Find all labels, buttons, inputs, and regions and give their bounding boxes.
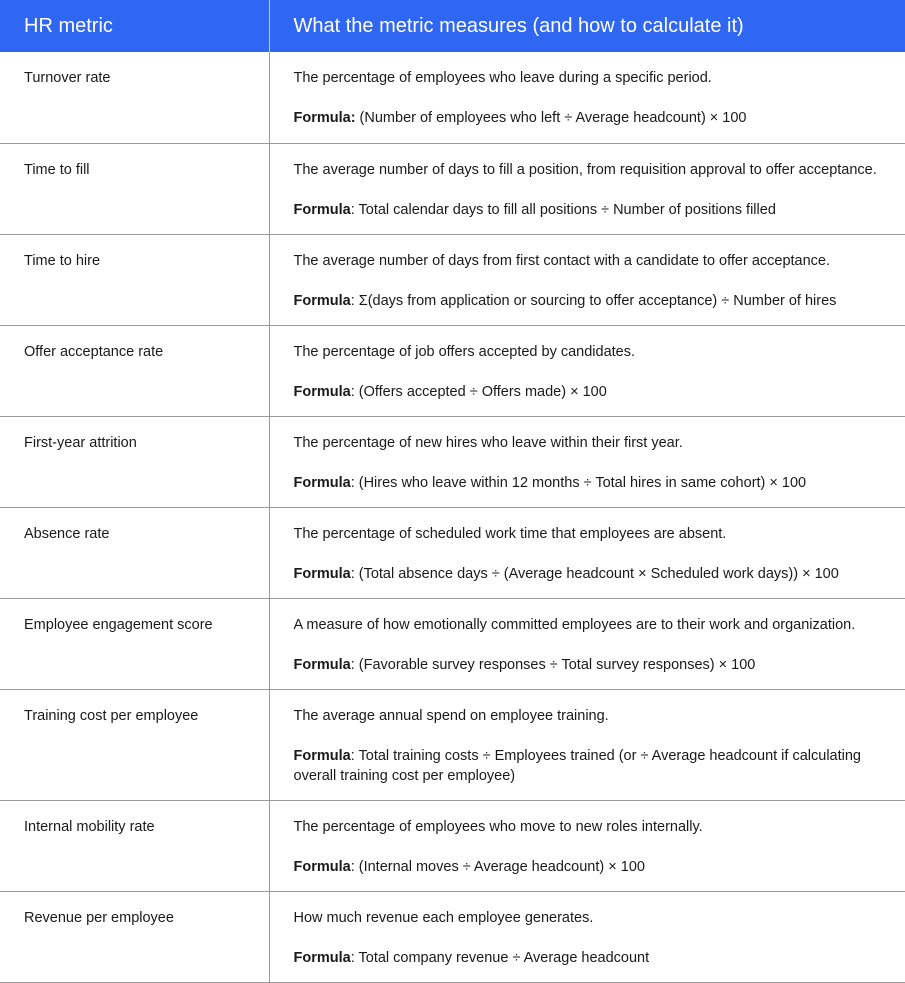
metric-name: First-year attrition	[0, 416, 269, 507]
formula-expression: : (Total absence days ÷ (Average headcount × Scheduled work days)) × 100	[350, 565, 839, 582]
metric-description: The percentage of scheduled work time that employees are absent.	[293, 525, 727, 542]
formula-expression: : (Internal moves ÷ Average headcount) × 100	[350, 858, 645, 875]
metric-name: Training cost per employee	[0, 689, 269, 800]
metric-details	[269, 416, 905, 507]
metric-formula	[294, 382, 890, 402]
formula-label: Formula	[293, 656, 351, 673]
formula-expression: : (Hires who leave within 12 months ÷ Total hires in same cohort) × 100	[350, 474, 807, 491]
table-row	[0, 891, 905, 982]
table-row	[0, 416, 905, 507]
formula-expression: : (Offers accepted ÷ Offers made) × 100	[350, 383, 607, 400]
metric-description: The percentage of employees who move to new roles internally.	[293, 818, 703, 835]
metric-details	[269, 52, 905, 143]
table-row	[0, 507, 905, 598]
metric-formula	[294, 200, 890, 220]
metric-formula	[294, 291, 890, 311]
metric-details	[269, 325, 905, 416]
metric-description: The average number of days from first contact with a candidate to offer acceptance.	[293, 252, 831, 269]
table-row	[0, 143, 905, 234]
formula-expression: (Number of employees who left ÷ Average headcount) × 100	[355, 110, 747, 126]
table-row	[0, 325, 905, 416]
formula-label: Formula	[293, 747, 351, 764]
formula-label: Formula	[293, 383, 351, 400]
table-row	[0, 689, 905, 800]
metric-details	[269, 891, 905, 982]
metric-description: The average number of days to fill a position, from requisition approval to offer acceptance.	[293, 161, 877, 178]
metric-details	[269, 800, 905, 891]
formula-expression: : (Favorable survey responses ÷ Total survey responses) × 100	[350, 656, 756, 673]
metric-formula	[294, 473, 890, 493]
metric-details	[269, 507, 905, 598]
metric-description: The average annual spend on employee training.	[293, 707, 609, 724]
metric-details	[269, 143, 905, 234]
metric-name: Employee engagement score	[0, 598, 269, 689]
metric-name: Turnover rate	[0, 52, 269, 143]
metric-formula	[294, 564, 890, 584]
formula-expression: : Total calendar days to fill all positions ÷ Number of positions filled	[350, 201, 776, 218]
metric-formula	[294, 746, 890, 786]
table-row	[0, 52, 905, 143]
formula-label: Formula	[293, 565, 351, 582]
formula-label: Formula	[293, 949, 351, 966]
formula-expression: : Total company revenue ÷ Average headcount	[350, 949, 650, 966]
metric-formula	[294, 857, 890, 877]
table-row	[0, 234, 905, 325]
header-hr-metric: HR metric	[0, 0, 269, 52]
header-metric-description: What the metric measures (and how to calculate it)	[269, 0, 905, 52]
metric-name: Internal mobility rate	[0, 800, 269, 891]
metric-name: Offer acceptance rate	[0, 325, 269, 416]
metric-name: Revenue per employee	[0, 891, 269, 982]
metric-description: The percentage of new hires who leave within their first year.	[293, 434, 683, 451]
metric-details	[269, 234, 905, 325]
metric-description: A measure of how emotionally committed employees are to their work and organization.	[293, 616, 856, 633]
metric-description: The percentage of employees who leave during a specific period.	[293, 70, 712, 86]
metric-name: Absence rate	[0, 507, 269, 598]
metric-name: Time to fill	[0, 143, 269, 234]
metric-description: The percentage of job offers accepted by candidates.	[293, 343, 636, 360]
formula-label: Formula	[293, 201, 351, 218]
formula-expression: : Σ(days from application or sourcing to offer acceptance) ÷ Number of hires	[350, 292, 837, 309]
table-header-row	[0, 0, 905, 52]
metric-formula	[294, 108, 890, 128]
metric-details	[269, 598, 905, 689]
formula-label: Formula	[293, 292, 351, 309]
metric-details	[269, 689, 905, 800]
formula-expression: : Total training costs ÷ Employees trained (or ÷ Average headcount if calculating overall training cost per employee)	[293, 747, 861, 784]
formula-label: Formula	[293, 474, 351, 491]
table-row	[0, 598, 905, 689]
metric-formula	[294, 655, 890, 675]
table-row	[0, 800, 905, 891]
metric-name: Time to hire	[0, 234, 269, 325]
formula-label: Formula:	[293, 110, 356, 126]
formula-label: Formula	[293, 858, 351, 875]
metric-description: How much revenue each employee generates.	[293, 909, 594, 926]
metric-formula	[294, 948, 890, 968]
